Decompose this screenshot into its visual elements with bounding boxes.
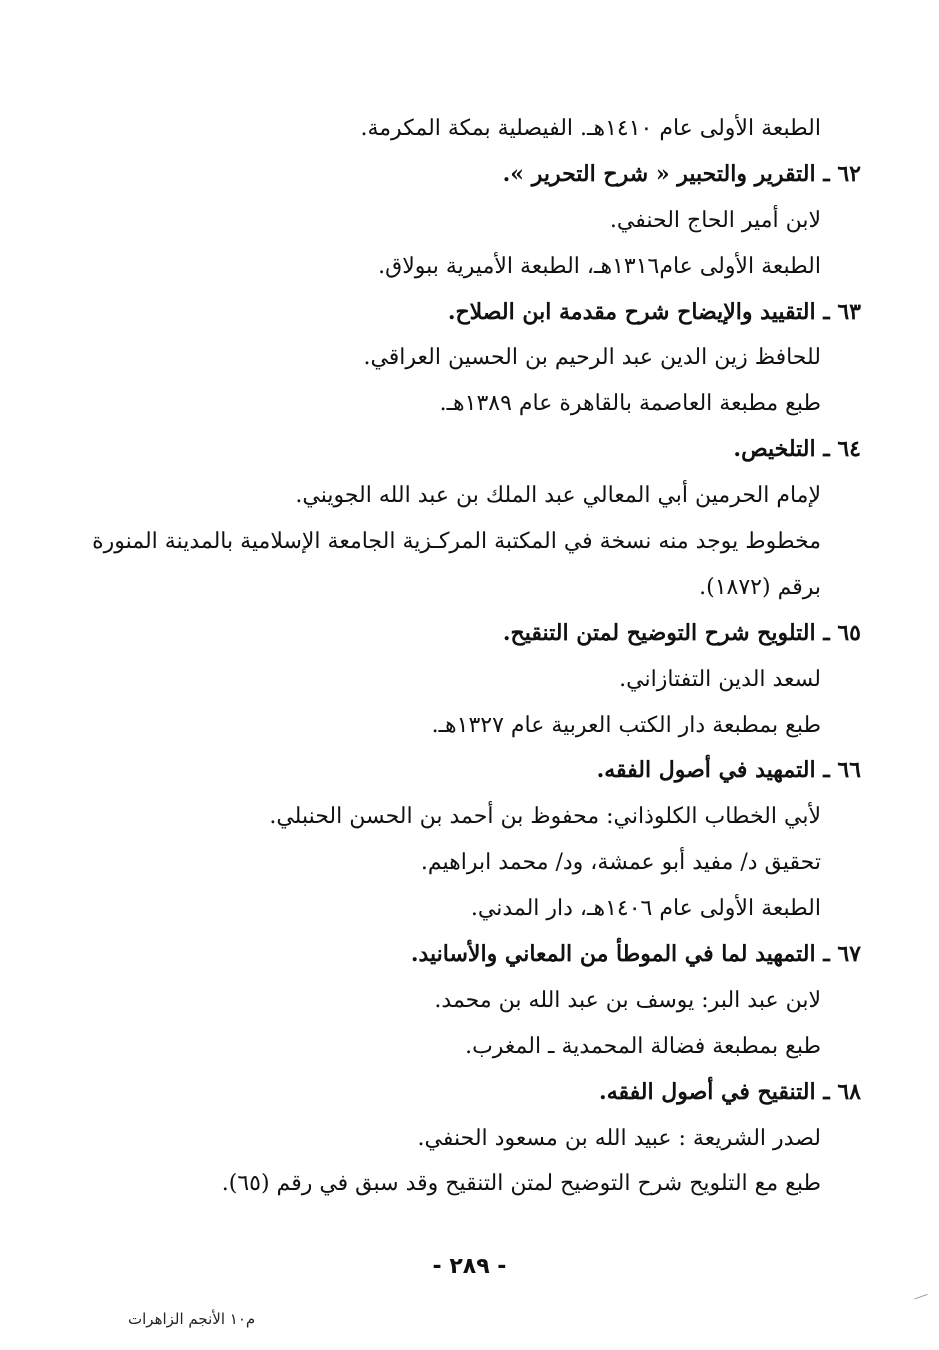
entry-63-edition: طبع مطبعة العاصمة بالقاهرة عام ١٣٨٩هـ. <box>439 391 821 417</box>
entry-63-author: للحافظ زين الدين عبد الرحيم بن الحسين العراقي. <box>363 345 821 371</box>
entry-66-editors: تحقيق د/ مفيد أبو عمشة، ود/ محمد ابراهيم. <box>420 850 821 876</box>
entry-62-author: لابن أمير الحاج الحنفي. <box>609 207 821 233</box>
entry-62-title: ٦٢ ـ التقرير والتحبير « شرح التحرير ». <box>502 160 861 187</box>
entry-67-author: لابن عبد البر: يوسف بن عبد الله بن محمد. <box>434 987 821 1013</box>
page-number: - ٢٨٩ - <box>432 1254 507 1279</box>
entry-64-author: لإمام الحرمين أبي المعالي عبد الملك بن عبد الله الجويني. <box>295 483 821 509</box>
entry-63-title: ٦٣ ـ التقييد والإيضاح شرح مقدمة ابن الصلاح. <box>447 298 861 325</box>
entry-67-title: ٦٧ ـ التمهيد لما في الموطأ من المعاني والأسانيد. <box>410 941 861 968</box>
entry-62-edition: الطبعة الأولى عام١٣١٦هـ، الطبعة الأميرية ببولاق. <box>378 253 821 279</box>
entry-66-edition: الطبعة الأولى عام ١٤٠٦هـ، دار المدني. <box>470 896 821 922</box>
entry-65-edition: طبع بمطبعة دار الكتب العربية عام ١٣٢٧هـ. <box>431 712 821 738</box>
scan-mark <box>914 1294 930 1305</box>
entry-64-number: برقم (١٨٧٢). <box>699 574 821 600</box>
entry-68-author: لصدر الشريعة : عبيد الله بن مسعود الحنفي. <box>417 1125 821 1151</box>
footer-signature: م١٠ الأنجم الزاهرات <box>128 1310 256 1328</box>
entry-65-author: لسعد الدين التفتازاني. <box>619 666 821 692</box>
entry-66-author: لأبي الخطاب الكلوذاني: محفوظ بن أحمد بن الحسن الحنبلي. <box>269 804 821 830</box>
entry-64-title: ٦٤ ـ التلخيص. <box>733 436 861 463</box>
entry-64-manuscript: مخطوط يوجد منه نسخة في المكتبة المركـزية الجامعة الإسلامية بالمدينة المنورة <box>92 529 821 555</box>
entry-68-title: ٦٨ ـ التنقيح في أصول الفقه. <box>599 1078 861 1105</box>
entry-67-edition: طبع بمطبعة فضالة المحمدية ـ المغرب. <box>465 1033 821 1059</box>
entry-66-title: ٦٦ ـ التمهيد في أصول الفقه. <box>596 757 861 784</box>
entry-65-title: ٦٥ ـ التلويح شرح التوضيح لمتن التنقيح. <box>502 619 861 646</box>
entry-61-edition: الطبعة الأولى عام ١٤١٠هـ. الفيصلية بمكة المكرمة. <box>360 116 821 141</box>
entry-68-edition: طبع مع التلويح شرح التوضيح لمتن التنقيح وقد سبق في رقم (٦٥). <box>221 1171 821 1197</box>
bibliography-content <box>92 106 861 1207</box>
